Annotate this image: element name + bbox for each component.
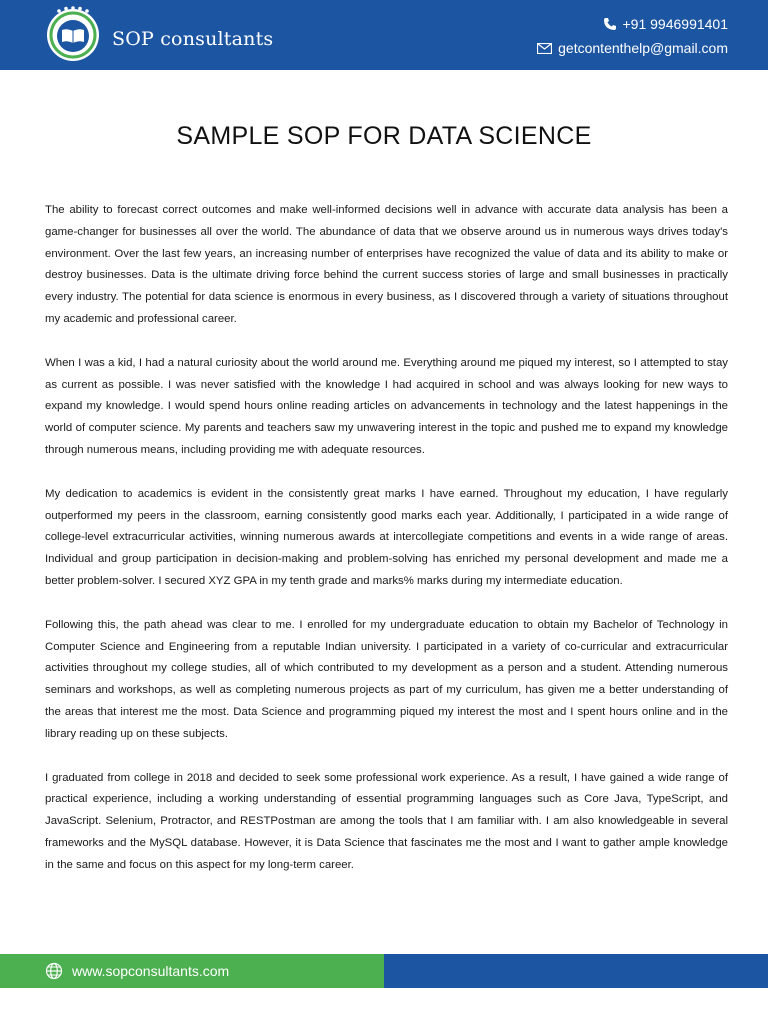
email-address[interactable]: getcontenthelp@gmail.com xyxy=(558,40,728,56)
mail-icon xyxy=(537,43,552,54)
brand-name: SOP consultants xyxy=(112,28,274,50)
paragraph: The ability to forecast correct outcomes and make well-informed decisions well in advance with accurate data analysis has been a game-changer for businesses all over the world. The abundance of data that we observe around us in numerous ways drives today's environment. Over the last few years, an increasing number of enterprises have recognized the value of data and its ability to make or destroy businesses. Data is the ultimate driving force behind the current success stories of large and small businesses in practically every industry. The potential for data science is enormous in every business, as I discovered through a variety of situations throughout my academic and professional career. xyxy=(45,204,728,325)
contact-block xyxy=(537,12,728,60)
paragraph: When I was a kid, I had a natural curiosity about the world around me. Everything around me piqued my interest, so I attempted to stay as current as possible. I was never satisfied with the knowledge I had acquired in school and was always looking for new ways to expand my knowledge. I would spend hours online reading articles on advancements in technology and the latest happenings in the world of computer science. My parents and teachers saw my unwavering interest in the topic and pushed me to expand my knowledge through numerous means, including providing me with adequate resources. xyxy=(45,356,728,456)
globe-icon xyxy=(45,962,63,980)
paragraph: Following this, the path ahead was clear to me. I enrolled for my undergraduate education to obtain my Bachelor of Technology in Computer Science and Engineering from a reputable Indian university. I participated in a variety of co-curricular and extracurricular activities throughout my college studies, all of which contributed to my development as a person and a student. Attending numerous seminars and workshops, as well as completing numerous projects as part of my curriculum, has given me a better understanding of the areas that interest me the most. Data Science and programming piqued my interest the most and I spent hours online and in the library reading up on these subjects. xyxy=(45,618,728,740)
page-title: SAMPLE SOP FOR DATA SCIENCE xyxy=(176,122,592,150)
email-row xyxy=(537,36,728,60)
footer-blue-band xyxy=(384,954,768,988)
phone-icon xyxy=(603,17,617,31)
paragraph: My dedication to academics is evident in the consistently great marks I have earned. Throughout my education, I have regularly outperformed my peers in the classroom, earning consistently good marks each year. Additionally, I participated in a wide range of college-level extracurricular activities, winning numerous awards at intercollegiate competitions and events in a wide range of areas. Individual and group participation in decision-making and problem-solving has enriched my personal development and made me a better problem-solver. I secured XYZ GPA in my tenth grade and marks% marks during my intermediate education. xyxy=(45,487,728,587)
phone-row xyxy=(537,12,728,36)
phone-number[interactable]: +91 9946991401 xyxy=(622,16,728,32)
website-url[interactable]: www.sopconsultants.com xyxy=(72,963,230,979)
header-bar xyxy=(0,0,768,70)
logo-book-icon xyxy=(45,6,101,62)
document-body xyxy=(45,200,728,899)
paragraph: I graduated from college in 2018 and decided to seek some professional work experience. As a result, I have gained a wide range of practical experience, including a working understanding of essential programming languages such as Core Java, TypeScript, and JavaScript. Selenium, Protractor, and RESTPostman are among the tools that I am familiar with. I am also knowledgeable in several frameworks and the MySQL database. However, it is Data Science that fascinates me the most and I want to gather ample knowledge in the same and focus on this aspect for my long-term career. xyxy=(45,771,728,871)
website-link[interactable] xyxy=(45,962,229,980)
footer-green-band xyxy=(0,954,384,988)
